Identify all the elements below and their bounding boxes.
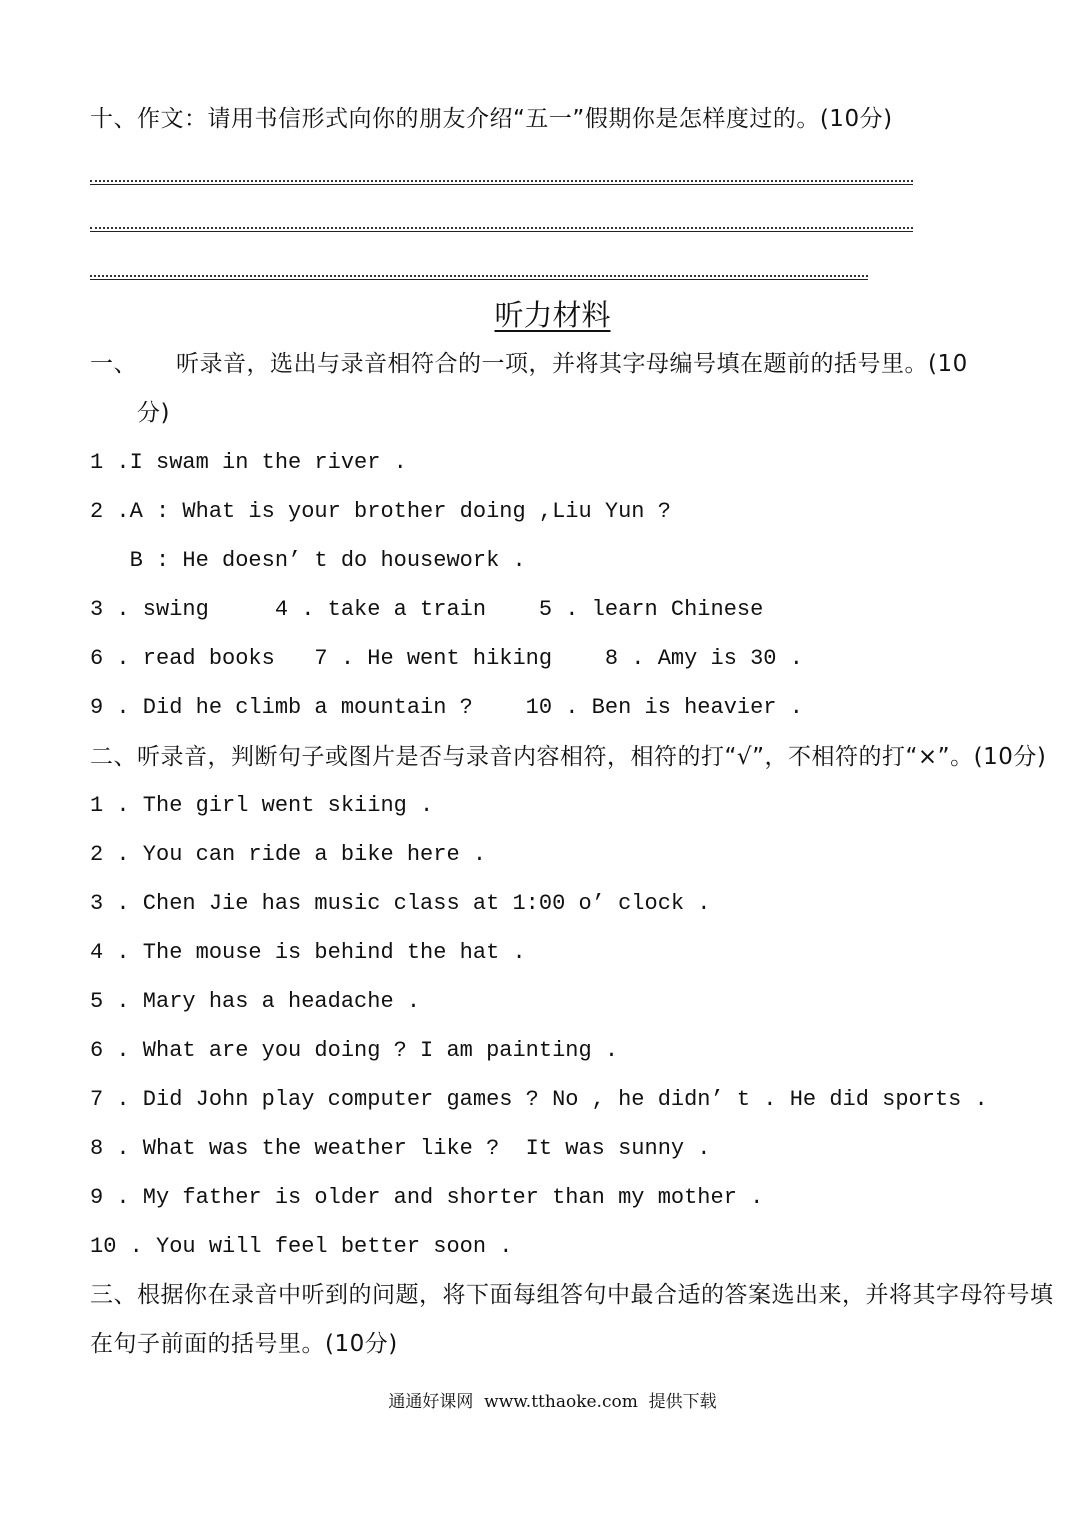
section2-line: 3 . Chen Jie has music class at 1:00 o’ clock . [90, 891, 711, 916]
section1-line: 6 . read books 7 . He went hiking 8 . Amy is 30 . [90, 646, 803, 671]
section3-instruction-cont: 在句子前面的括号里。(10分) [90, 1331, 398, 1357]
section1-instruction-cont: 分) [137, 400, 170, 426]
section1-line: 3 . swing 4 . take a train 5 . learn Chinese [90, 597, 764, 622]
section2-line: 2 . You can ride a bike here . [90, 842, 487, 867]
writing-line [90, 180, 913, 182]
writing-line [90, 275, 868, 277]
section2-line: 7 . Did John play computer games ? No , he didn’ t . He did sports . [90, 1087, 988, 1112]
section1-line: 9 . Did he climb a mountain ? 10 . Ben is heavier . [90, 695, 803, 720]
section1-line: B : He doesn’ t do housework . [90, 548, 526, 573]
section2-line: 1 . The girl went skiing . [90, 793, 434, 818]
section2-line: 6 . What are you doing ? I am painting . [90, 1038, 619, 1063]
writing-line [90, 227, 913, 229]
page-footer: 通通好课网 www.tthaoke.com 提供下载 [388, 1392, 717, 1412]
section1-line: 2 .A : What is your brother doing ,Liu Yun ? [90, 499, 671, 524]
section2-instruction: 二、听录音，判断句子或图片是否与录音内容相符，相符的打“√”，不相符的打“×”。(10分) [90, 744, 1047, 770]
composition-heading: 十、作文：请用书信形式向你的朋友介绍“五一”假期你是怎样度过的。(10分) [90, 106, 893, 132]
section2-line: 4 . The mouse is behind the hat . [90, 940, 526, 965]
section1-line: 1 .I swam in the river . [90, 450, 407, 475]
section2-line: 10 . You will feel better soon . [90, 1234, 513, 1259]
section3-instruction: 三、根据你在录音中听到的问题，将下面每组答句中最合适的答案选出来，并将其字母符号填 [90, 1282, 1054, 1308]
listening-title: 听力材料 [494, 298, 611, 332]
section1-instruction: 听录音，选出与录音相符合的一项，并将其字母编号填在题前的括号里。(10 [176, 351, 968, 377]
section2-line: 8 . What was the weather like ? It was sunny . [90, 1136, 711, 1161]
section2-line: 5 . Mary has a headache . [90, 989, 421, 1014]
section2-line: 9 . My father is older and shorter than my mother . [90, 1185, 764, 1210]
section1-number: 一、 [90, 351, 137, 377]
